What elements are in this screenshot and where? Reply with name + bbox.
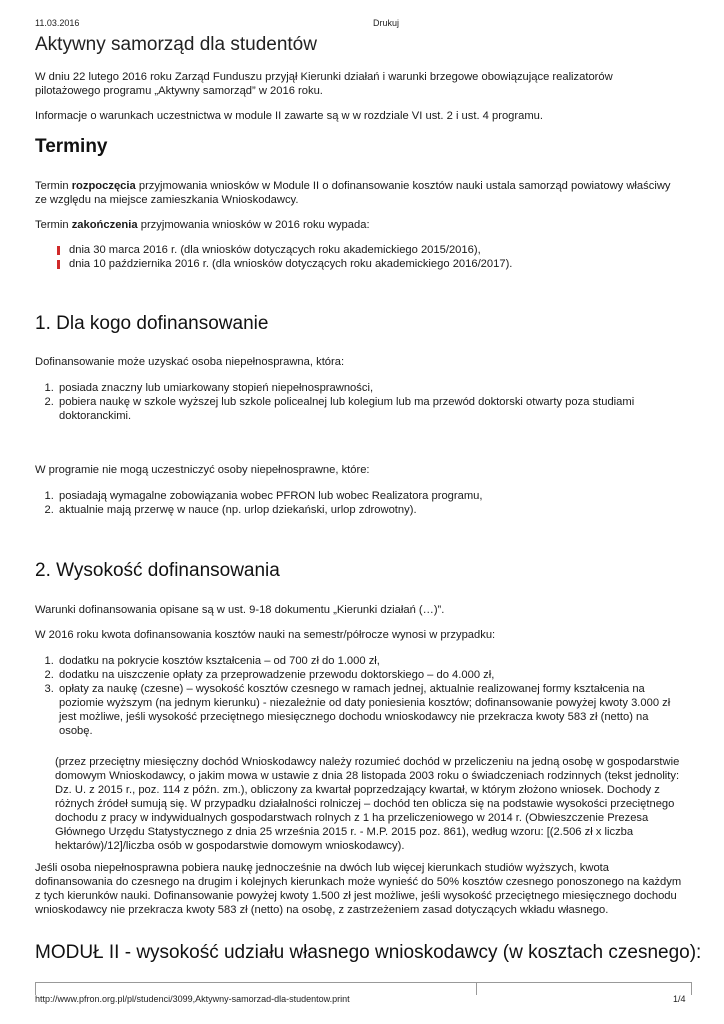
list-item: 1. posiadają wymagalne zobowiązania wobec PFRON lub wobec Realizatora programu, <box>57 489 677 503</box>
bullet-marker <box>57 260 60 269</box>
list-item: 2. dodatku na uiszczenie opłaty za przeprowadzenie przewodu doktorskiego – do 4.000 zł, <box>57 668 679 682</box>
intro-paragraph-1: W dniu 22 lutego 2016 roku Zarząd Funduszu przyjął Kierunki działań i warunki brzegowe obowiązujące realizatorów pilotażowego programu „Aktywny samorząd” w 2016 roku. <box>35 71 613 97</box>
section-2-amounts-intro: W 2016 roku kwota dofinansowania kosztów nauki na semestr/półrocze wynosi w przypadku: <box>35 629 496 641</box>
exclusion-intro: W programie nie mogą uczestniczyć osoby niepełnosprawne, które: <box>35 464 370 476</box>
terminy-end-paragraph: Termin zakończenia przyjmowania wniosków w 2016 roku wypada: <box>35 219 370 231</box>
deadline-item: dnia 30 marca 2016 r. (dla wniosków dotyczących roku akademickiego 2015/2016), <box>57 243 697 257</box>
intro-paragraph-2: Informacje o warunkach uczestnictwa w module II zawarte są w w rozdziale VI ust. 2 i ust. 4 programu. <box>35 110 544 122</box>
print-label: Drukuj <box>373 18 400 28</box>
list-item: 1. posiada znaczny lub umiarkowany stopień niepełnosprawności, <box>57 381 677 395</box>
modul-ii-heading: MODUŁ II - wysokość udziału własnego wnioskodawcy (w kosztach czesnego): <box>35 942 702 963</box>
section-1-heading: 1. Dla kogo dofinansowanie <box>35 313 269 334</box>
page-title: Aktywny samorząd dla studentów <box>35 34 317 55</box>
section-2-conditions: Warunki dofinansowania opisane są w ust. 9-18 dokumentu „Kierunki działań (…)”. <box>35 604 445 616</box>
list-item: 2. pobiera naukę w szkole wyższej lub szkole policealnej lub kolegium lub ma przewód doktorski otwarty poza studiami doktoranckimi. <box>57 395 677 423</box>
funding-amounts-list <box>35 654 679 738</box>
section-2-heading: 2. Wysokość dofinansowania <box>35 560 280 581</box>
deadline-list <box>35 243 697 271</box>
list-item: 1. dodatku na pokrycie kosztów kształcenia – od 700 zł do 1.000 zł, <box>57 654 679 668</box>
rozpoczecia-bold: rozpoczęcia <box>71 180 136 192</box>
list-item: 3. opłaty za naukę (czesne) – wysokość kosztów czesnego w ramach jednej, aktualnie realizowanej formy kształcenia na poziomie wyższym (na jednym kierunku) - niezależnie od daty poniesienia kosztów; dofinansowanie powyżej kwoty 3.000 zł jest możliwe, jeśli wysokość przeciętnego miesięcznego dochodu wnioskodawcy nie przekracza kwoty 583 zł (netto) na osobę. <box>57 682 679 738</box>
terminy-start-paragraph: Termin rozpoczęcia przyjmowania wniosków w Module II o dofinansowanie kosztów nauki ustala samorząd powiatowy właściwy ze względu na miejsce zamieszkania Wnioskodawcy. <box>35 180 671 206</box>
income-definition-note: (przez przeciętny miesięczny dochód Wnioskodawcy należy rozumieć dochód w przeliczeniu na jedną osobę w gospodarstwie domowym Wnioskodawcy, o jakim mowa w ustawie z dnia 28 listopada 2003 roku o świadczeniach rodzinnych (tekst jednolity: Dz. U. z 2015 r., poz. 114 z późn. zm.), obliczony za kwartał poprzedzający kwartał, w którym złożono wniosek. Dochody z różnych źródeł sumują się. W przypadku działalności rolniczej – dochód ten oblicza się na podstawie wysokości przeciętnego dochodu z pracy w indywidualnych gospodarstwach rolnych z 1 ha przeliczeniowego w 2014 r. (Obwieszczenie Prezesa Głównego Urzędu Statystycznego z dnia 25 września 2015 r. - M.P. 2015 poz. 861), według wzoru: [(2.506 zł x liczba hektarów)/12]/liczba osób w gospodarstwie domowym wnioskodawcy). <box>55 756 680 852</box>
list-item: 2. aktualnie mają przerwę w nauce (np. urlop dziekański, urlop zdrowotny). <box>57 503 677 517</box>
terminy-heading: Terminy <box>35 136 108 157</box>
bullet-marker <box>57 246 60 255</box>
exclusion-list <box>35 489 677 517</box>
section-1-intro: Dofinansowanie może uzyskać osoba niepełnosprawna, która: <box>35 356 345 368</box>
table-column-divider <box>476 983 477 995</box>
footer-url: http://www.pfron.org.pl/pl/studenci/3099,Aktywny-samorzad-dla-studentow.print <box>35 994 350 1004</box>
deadline-item: dnia 10 października 2016 r. (dla wniosków dotyczących roku akademickiego 2016/2017). <box>57 257 697 271</box>
eligibility-list <box>35 381 677 423</box>
page-number: 1/4 <box>673 994 686 1004</box>
zakonczenia-bold: zakończenia <box>71 219 138 231</box>
print-date: 11.03.2016 <box>35 18 80 28</box>
multiple-courses-paragraph: Jeśli osoba niepełnosprawna pobiera naukę jednocześnie na dwóch lub więcej kierunkach studiów wyższych, kwota dofinansowania do czesnego na drugim i kolejnych kierunkach może wynieść do 50% kosztów czesnego ponoszonego na każdym z tych kierunków nauki. Dofinansowanie powyżej kwoty 1.500 zł jest możliwe, jeśli wysokość przeciętnego miesięcznego dochodu wnioskodawcy nie przekracza kwoty 583 zł (netto) na osobę, z zastrzeżeniem zasad dotyczących wkładu własnego. <box>35 862 682 916</box>
